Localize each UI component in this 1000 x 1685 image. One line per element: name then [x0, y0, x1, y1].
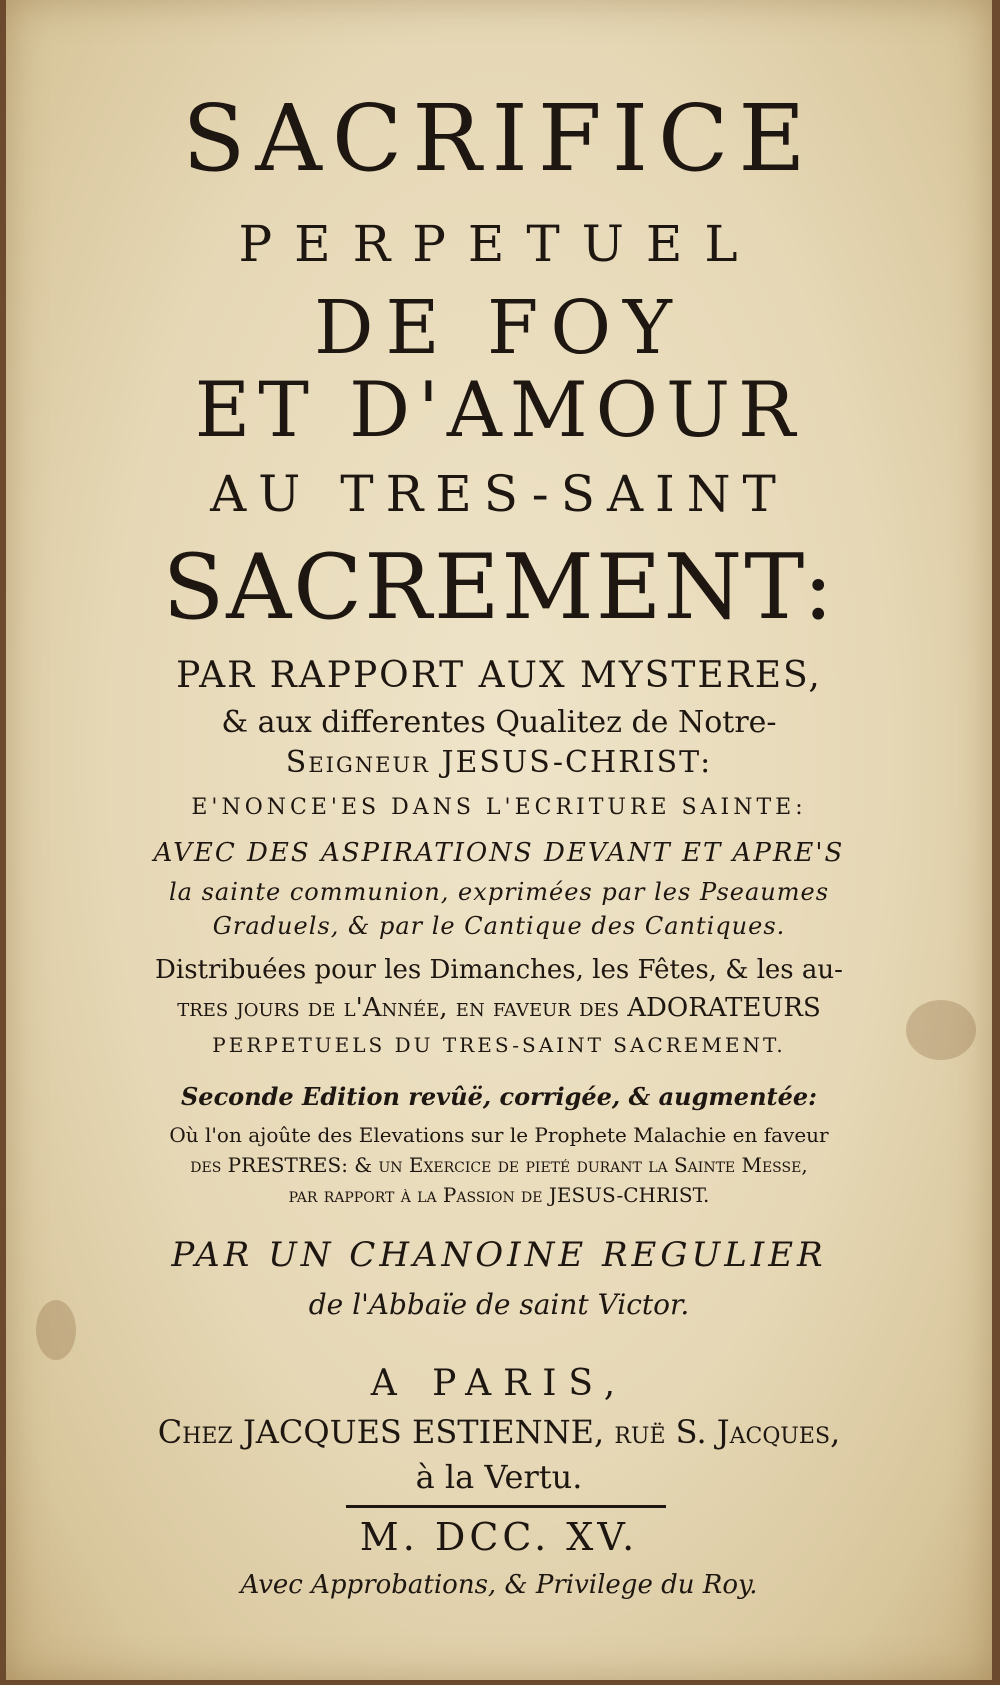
subtitle-distribuees: Distribuées pour les Dimanches, les Fêtes, & les au-	[155, 955, 843, 985]
subtitle-enoncees: E'NONCE'ES DANS L'ECRITURE SAINTE:	[191, 795, 807, 820]
imprint-chez: Chez JACQUES ESTIENNE, ruë S. Jacques,	[157, 1413, 841, 1451]
imprint-year: M. DCC. XV.	[359, 1515, 639, 1559]
author-chanoine: PAR UN CHANOINE REGULIER	[171, 1235, 827, 1275]
imprint-privilege: Avec Approbations, & Privilege du Roy.	[240, 1570, 758, 1600]
edition-prestres: des PRESTRES: & un Exercice de pieté durant la Sainte Messe,	[190, 1153, 808, 1177]
subtitle-qualitez: & aux differentes Qualitez de Notre-	[221, 705, 777, 740]
edition-passion: par rapport à la Passion de JESUS-CHRIST.	[288, 1183, 710, 1207]
title-sacrifice: SACRIFICE	[182, 85, 816, 192]
subtitle-communion: la sainte communion, exprimées par les Pseaumes	[168, 878, 830, 906]
edition-seconde: Seconde Edition revûë, corrigée, & augmentée:	[180, 1082, 818, 1111]
subtitle-par-rapport: PAR RAPPORT AUX MYSTERES,	[176, 655, 822, 696]
author-abbaie: de l'Abbaïe de saint Victor.	[308, 1288, 690, 1321]
subtitle-graduels: Graduels, & par le Cantique des Cantiques.	[212, 912, 786, 940]
subtitle-annee: tres jours de l'Année, en faveur des ADORATEURS	[177, 993, 821, 1023]
title-sacrement: SACREMENT:	[162, 535, 836, 640]
imprint-paris: A PARIS,	[370, 1363, 628, 1404]
title-page	[6, 0, 992, 1680]
imprint-vertu: à la Vertu.	[415, 1458, 583, 1496]
subtitle-seigneur: Seigneur JESUS-CHRIST:	[285, 745, 713, 780]
title-perpetuel: PERPETUEL	[238, 215, 760, 273]
divider-rule	[346, 1505, 666, 1508]
title-de-foy: DE FOY	[314, 285, 684, 371]
title-au-tres-saint: AU TRES-SAINT	[210, 465, 788, 523]
subtitle-aspirations: AVEC DES ASPIRATIONS DEVANT ET APRE'S	[153, 838, 845, 868]
edition-elevations: Où l'on ajoûte des Elevations sur le Prophete Malachie en faveur	[169, 1123, 829, 1147]
title-et-damour: ET D'AMOUR	[194, 365, 804, 454]
subtitle-adorateurs: PERPETUELS DU TRES-SAINT SACREMENT.	[212, 1033, 786, 1057]
